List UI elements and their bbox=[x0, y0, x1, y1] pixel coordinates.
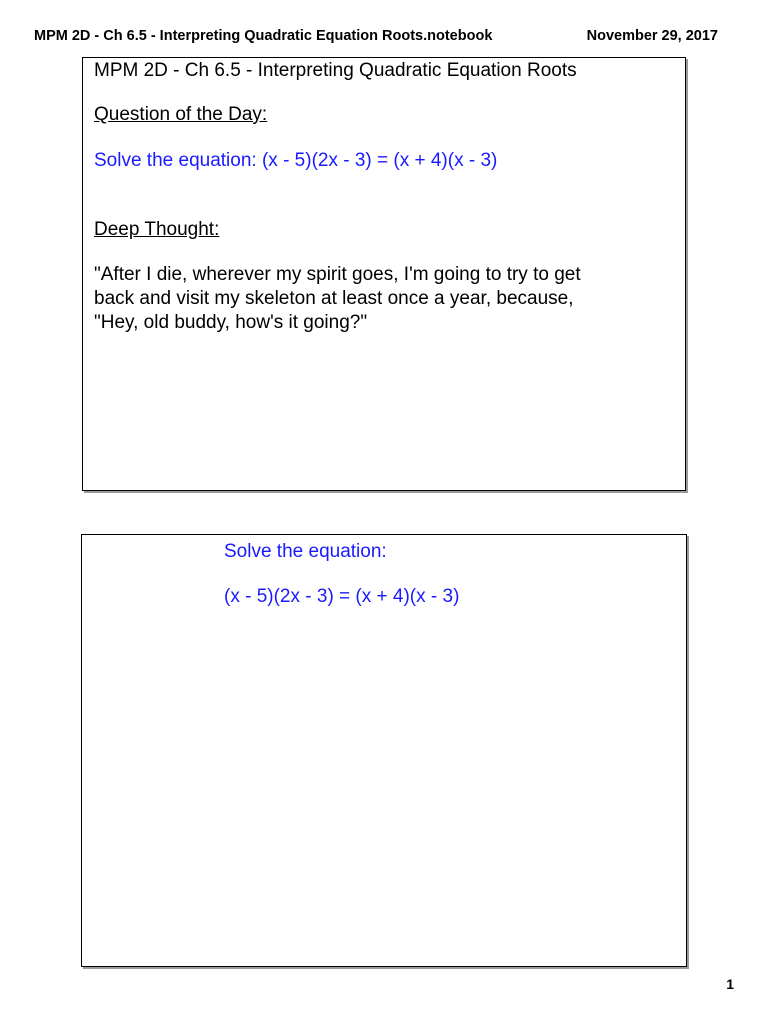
deep-thought-heading: Deep Thought: bbox=[94, 219, 220, 240]
quote-line: "After I die, wherever my spirit goes, I'm going to try to get bbox=[94, 264, 581, 285]
slide-1 bbox=[82, 57, 686, 491]
page-number: 1 bbox=[726, 976, 734, 992]
slide-2 bbox=[81, 534, 687, 967]
quote-line: back and visit my skeleton at least once a year, because, bbox=[94, 288, 574, 309]
question-text: Solve the equation: (x - 5)(2x - 3) = (x + 4)(x - 3) bbox=[94, 150, 498, 171]
quote-line: "Hey, old buddy, how's it going?" bbox=[94, 312, 368, 333]
solve-prompt: Solve the equation: bbox=[224, 541, 387, 562]
equation-text: (x - 5)(2x - 3) = (x + 4)(x - 3) bbox=[224, 586, 460, 607]
question-of-the-day-heading: Question of the Day: bbox=[94, 104, 268, 125]
document-title: MPM 2D - Ch 6.5 - Interpreting Quadratic Equation Roots.notebook bbox=[34, 28, 493, 44]
slide-title: MPM 2D - Ch 6.5 - Interpreting Quadratic Equation Roots bbox=[94, 60, 577, 81]
deep-thought-quote bbox=[94, 263, 674, 335]
document-date: November 29, 2017 bbox=[586, 28, 718, 44]
